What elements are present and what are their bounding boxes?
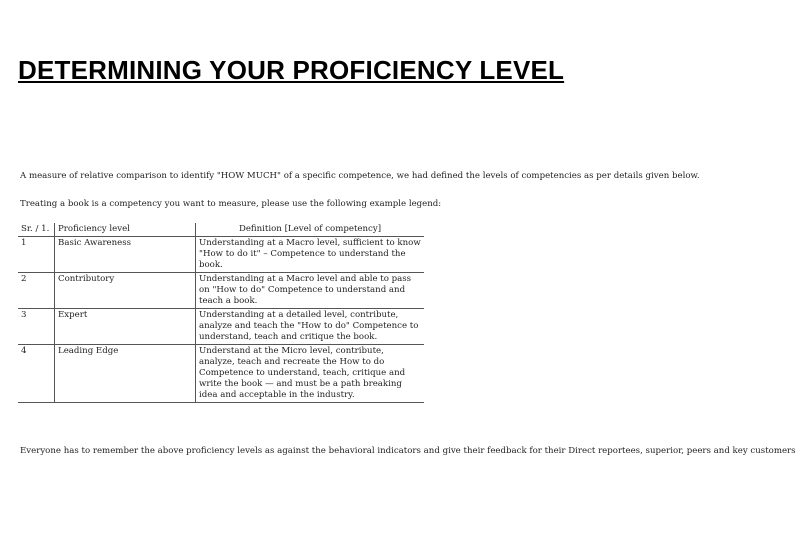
example-intro-paragraph: Treating a book is a competency you want to measure, please use the following example legend: <box>20 199 442 209</box>
footer-paragraph: Everyone has to remember the above proficiency levels as against the behavioral indicators and give their feedback for their Direct reportees, superior, peers and key customers <box>20 446 796 456</box>
table-row <box>18 345 424 403</box>
row-level: Basic Awareness <box>55 237 196 273</box>
row-definition: Understanding at a detailed level, contribute, analyze and teach the "How to do" Competence to understand, teach and critique the book. <box>196 309 425 345</box>
table-header-row <box>18 223 424 237</box>
row-sr: 1 <box>18 237 55 273</box>
table-row <box>18 237 424 273</box>
header-sr: Sr. / 1. <box>18 223 55 237</box>
table-row <box>18 309 424 345</box>
row-level: Contributory <box>55 273 196 309</box>
proficiency-table <box>18 223 424 403</box>
row-definition: Understanding at a Macro level and able to pass on "How to do" Competence to understand and teach a book. <box>196 273 425 309</box>
row-sr: 3 <box>18 309 55 345</box>
row-definition: Understanding at a Macro level, sufficient to know "How to do it" – Competence to understand the book. <box>196 237 425 273</box>
intro-paragraph: A measure of relative comparison to identify "HOW MUCH" of a specific competence, we had defined the levels of competencies as per details given below. <box>20 171 700 181</box>
row-definition: Understand at the Micro level, contribute, analyze, teach and recreate the How to do Competence to understand, teach, critique and write the book — and must be a path breaking idea and acceptable in the industry. <box>196 345 425 403</box>
row-level: Leading Edge <box>55 345 196 403</box>
row-sr: 2 <box>18 273 55 309</box>
table-row <box>18 273 424 309</box>
header-definition: Definition [Level of competency] <box>196 223 425 237</box>
row-level: Expert <box>55 309 196 345</box>
header-level: Proficiency level <box>55 223 196 237</box>
page-title: DETERMINING YOUR PROFICIENCY LEVEL <box>18 55 565 85</box>
row-sr: 4 <box>18 345 55 403</box>
